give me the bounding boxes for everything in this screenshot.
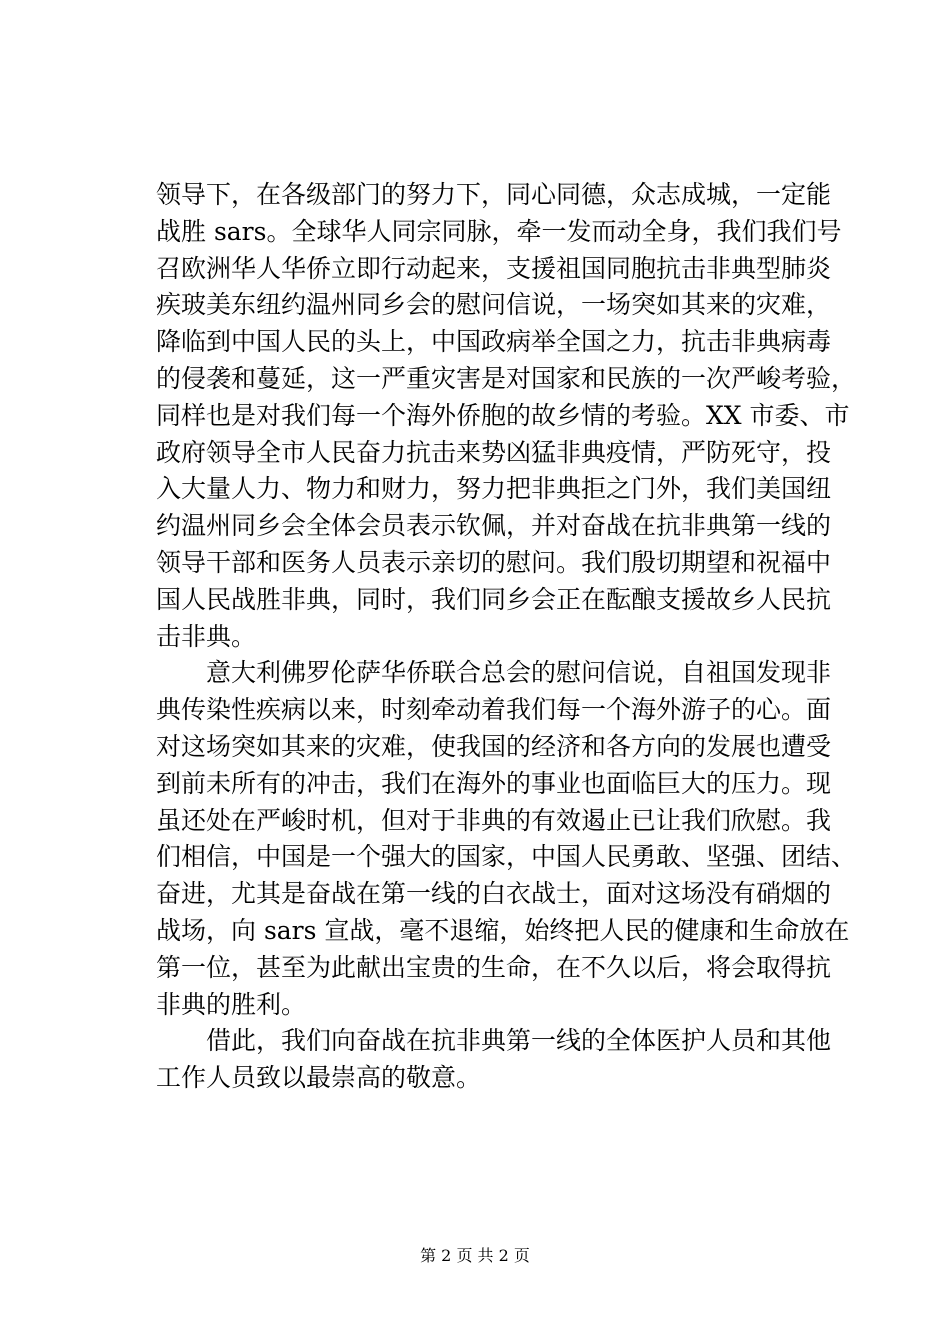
text-line: 战场，向 sars 宣战，毫不退缩，始终把人民的健康和生命放在: [156, 915, 850, 945]
text-line: 击非典。: [156, 621, 257, 651]
text-line: 同样也是对我们每一个海外侨胞的故乡情的考验。XX 市委、市: [156, 400, 850, 430]
text-line: 们相信，中国是一个强大的国家，中国人民勇敢、坚强、团结、: [156, 842, 857, 872]
text-line: 虽还处在严峻时机，但对于非典的有效遏止已让我们欣慰。我: [156, 805, 832, 835]
text-line: 的侵袭和蔓延，这一严重灾害是对国家和民族的一次严峻考验，: [156, 363, 857, 393]
text-line: 工作人员致以最崇高的敬意。: [156, 1063, 482, 1093]
text-line: 政府领导全市人民奋力抗击来势凶猛非典疫情，严防死守，投: [156, 437, 832, 467]
text-line: 借此，我们向奋战在抗非典第一线的全体医护人员和其他: [156, 1026, 832, 1056]
text-line: 对这场突如其来的灾难，使我国的经济和各方向的发展也遭受: [156, 731, 832, 761]
text-line: 国人民战胜非典，同时，我们同乡会正在酝酿支援故乡人民抗: [156, 584, 832, 614]
text-line: 领导干部和医务人员表示亲切的慰问。我们殷切期望和祝福中: [156, 547, 832, 577]
text-line: 约温州同乡会全体会员表示钦佩，并对奋战在抗非典第一线的: [156, 511, 832, 541]
text-line: 疾玻美东纽约温州同乡会的慰问信说，一场突如其来的灾难，: [156, 290, 832, 320]
text-line: 战胜 sars。全球华人同宗同脉，牵一发而动全身，我们我们号: [156, 216, 842, 246]
text-line: 第一位，甚至为此献出宝贵的生命，在不久以后，将会取得抗: [156, 952, 832, 982]
body-text: [156, 177, 856, 1097]
text-line: 召欧洲华人华侨立即行动起来，支援祖国同胞抗击非典型肺炎: [156, 253, 832, 283]
text-line: 到前未所有的冲击，我们在海外的事业也面临巨大的压力。现: [156, 768, 832, 798]
text-line: 领导下，在各级部门的努力下，同心同德，众志成城，一定能: [156, 180, 832, 209]
text-line: 典传染性疾病以来，时刻牵动着我们每一个海外游子的心。面: [156, 695, 832, 725]
text-line: 非典的胜利。: [156, 989, 307, 1019]
text-line: 意大利佛罗伦萨华侨联合总会的慰问信说，自祖国发现非: [156, 658, 832, 688]
text-line: 降临到中国人民的头上，中国政病举全国之力，抗击非典病毒: [156, 327, 832, 357]
page-number-footer: 第 2 页 共 2 页: [420, 1246, 530, 1265]
text-line: 奋进，尤其是奋战在第一线的白衣战士，面对这场没有硝烟的: [156, 879, 832, 909]
text-line: 入大量人力、物力和财力，努力把非典拒之门外，我们美国纽: [156, 474, 832, 504]
